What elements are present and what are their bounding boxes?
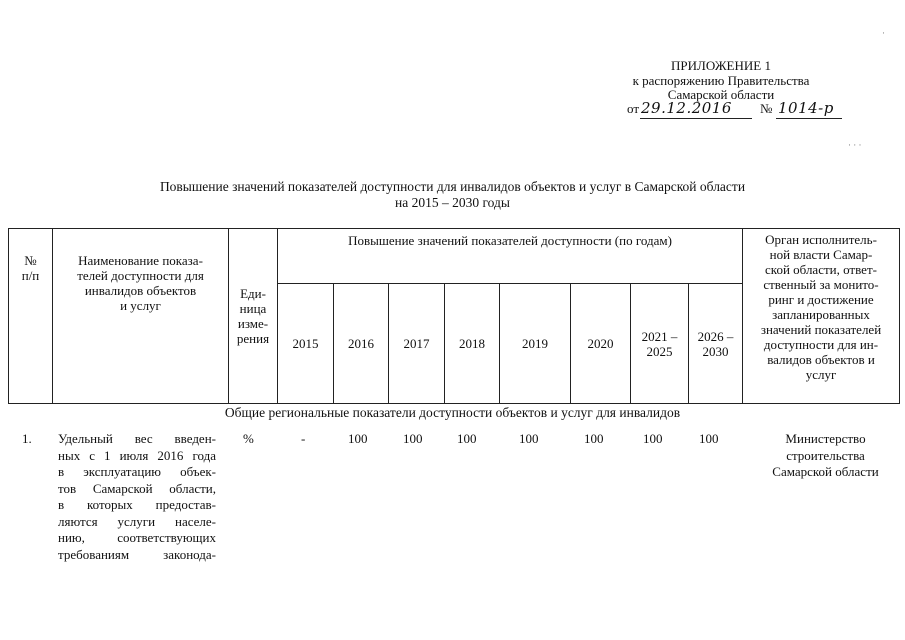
appendix-from-prefix: от [627, 101, 640, 116]
title-line-1: Повышение значений показателей доступности для инвалидов объектов и услуг в Самарской области [159, 179, 746, 194]
header-unit: Еди- ница изме- рения [229, 229, 278, 404]
row-value: 100 [643, 431, 663, 446]
row-value: 100 [699, 431, 719, 446]
number-sign: № [760, 101, 773, 116]
scan-speck: · · · [848, 140, 862, 150]
handwritten-number: 1014-р [778, 99, 834, 117]
row-value: 100 [403, 431, 423, 446]
row-value: 100 [348, 431, 368, 446]
row-indicator-name: Удельный вес введен- ных с 1 июля 2016 года в эксплуатацию объек- тов Самарской области, в которых предостав- ляются услуги населе- нию, соответствующих требованиям законода- [58, 431, 216, 562]
number-underline [776, 118, 842, 119]
header-increase-by-years: Повышение значений показателей доступности (по годам) [278, 229, 743, 284]
date-underline [640, 118, 752, 119]
header-year: 2015 [278, 284, 334, 404]
document-title [0, 179, 905, 211]
header-year: 2021 – 2025 [631, 284, 689, 404]
header-number: № п/п [9, 229, 53, 404]
header-year: 2020 [571, 284, 631, 404]
indicators-header-table [8, 228, 900, 404]
appendix-line-2: к распоряжению Правительства [632, 72, 810, 88]
row-value: 100 [584, 431, 604, 446]
header-year: 2019 [500, 284, 571, 404]
row-number: 1. [22, 431, 32, 446]
row-value: 100 [519, 431, 539, 446]
header-year: 2016 [334, 284, 389, 404]
handwritten-date: 29.12.2016 [641, 99, 732, 117]
header-year: 2018 [445, 284, 500, 404]
scan-speck: · [882, 28, 885, 38]
row-unit: % [243, 431, 254, 446]
header-year: 2026 – 2030 [689, 284, 743, 404]
section-title: Общие региональные показатели доступности объектов и услуг для инвалидов [224, 405, 681, 420]
appendix-heading: ПРИЛОЖЕНИЕ 1 [671, 58, 771, 73]
header-responsible-body: Орган исполнитель- ной власти Самар- ской области, ответ- ственный за монито- ринг и достижение запланированных значений показателей доступности для ин- валидов объектов и услуг [743, 229, 900, 404]
row-value: - [301, 431, 306, 446]
row-responsible-body: Министерство строительства Самарской области [772, 431, 879, 479]
row-value: 100 [457, 431, 477, 446]
title-line-2: на 2015 – 2030 годы [395, 195, 510, 210]
appendix-block [596, 59, 846, 103]
header-year: 2017 [389, 284, 445, 404]
header-indicator-name: Наименование показа- телей доступности для инвалидов объектов и услуг [53, 229, 229, 404]
appendix-line-3: Самарской области [667, 87, 775, 102]
